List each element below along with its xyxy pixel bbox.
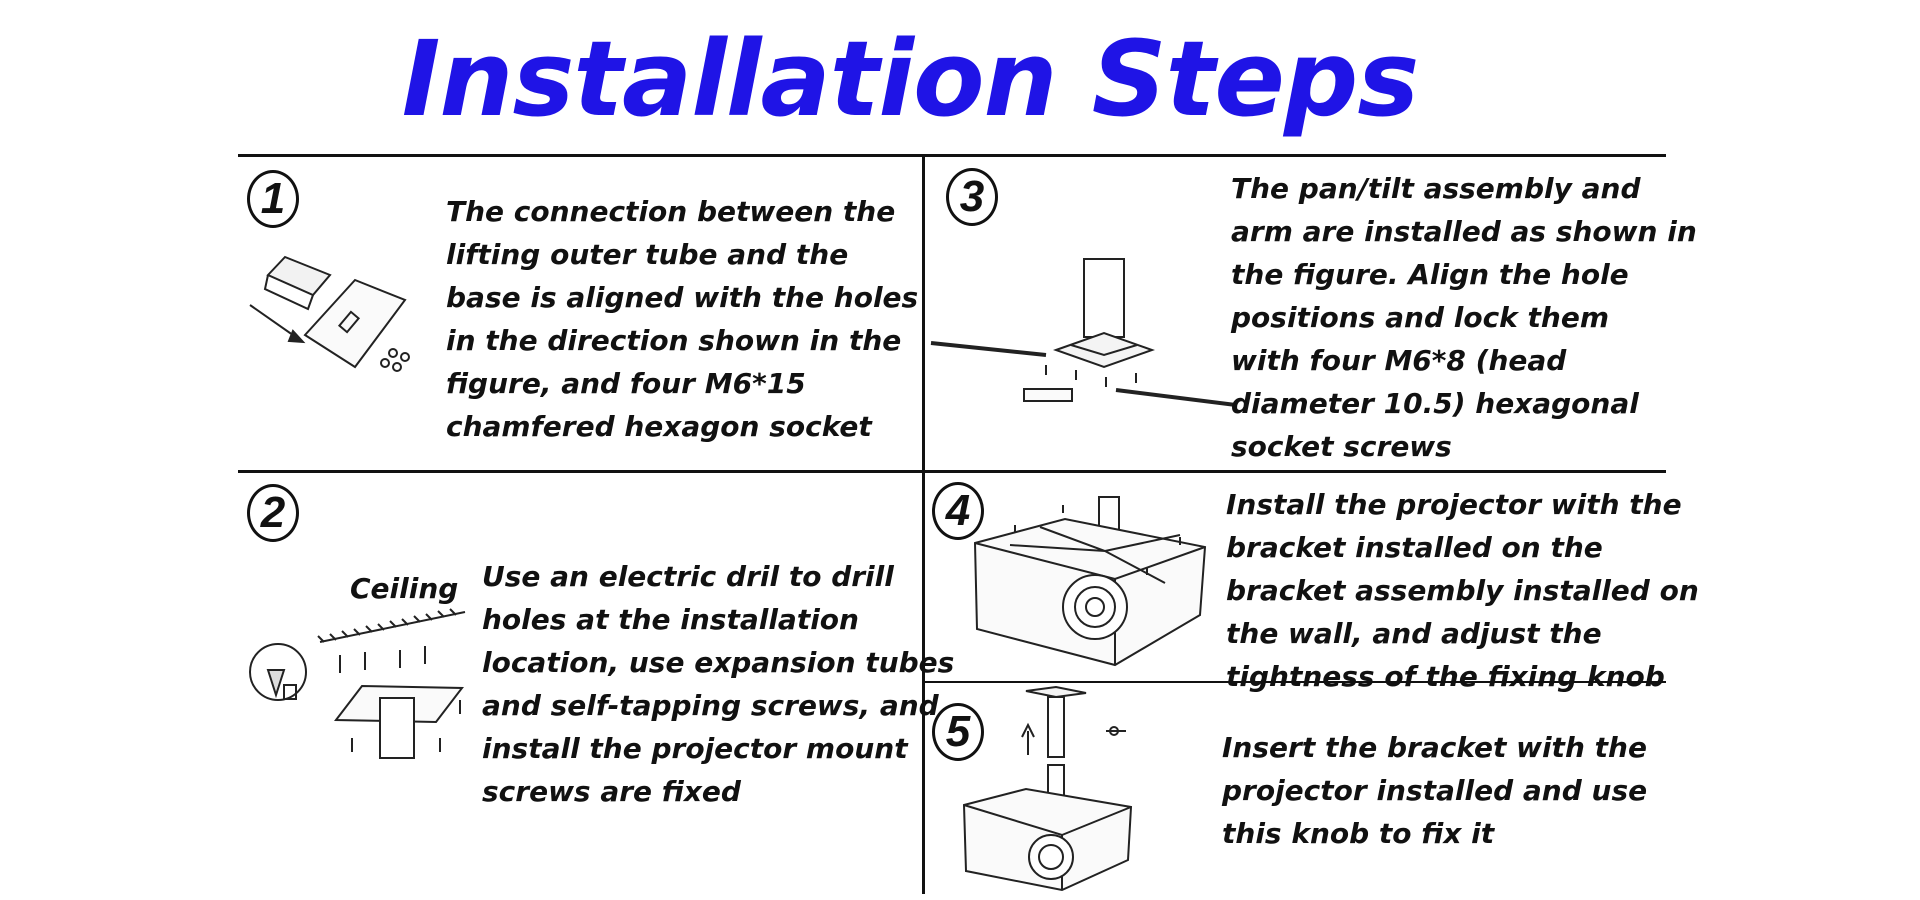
top-divider (238, 154, 1666, 157)
step-4-illustration (965, 495, 1225, 670)
step-3-text: The pan/tilt assembly and arm are installed as shown in the figure. Align the hole positions and lock them with four M6*8 (head diameter 10.5) hexagonal socket screws (1231, 172, 1697, 463)
step-5-illustration (956, 685, 1156, 895)
step-number-5: 5 (932, 703, 984, 761)
step-3-illustration (926, 255, 1236, 430)
step-number-2: 2 (247, 484, 299, 542)
page-title: Installation Steps (401, 18, 1419, 140)
ceiling-label: Ceiling (350, 572, 459, 605)
step-number-4: 4 (932, 482, 984, 540)
step-2-illustration (240, 560, 480, 780)
step-number-3: 3 (946, 168, 998, 226)
step-2-text: Use an electric dril to drill holes at the installation location, use expansion tubes and self-tapping screws, and install the projector mount screws are fixed (482, 560, 955, 808)
step-1-text: The connection between the lifting outer tube and the base is aligned with the holes in the direction shown in the figure, and four M6*15 chamfered hexagon socket (446, 195, 919, 443)
step-1-illustration (245, 245, 445, 415)
step-4-text: Install the projector with the bracket installed on the bracket assembly installed on the wall, and adjust the tightness of the fixing knob (1226, 488, 1699, 693)
step-number-1: 1 (247, 170, 299, 228)
step-5-text: Insert the bracket with the projector installed and use this knob to fix it (1222, 731, 1648, 850)
middle-divider (238, 470, 1666, 473)
